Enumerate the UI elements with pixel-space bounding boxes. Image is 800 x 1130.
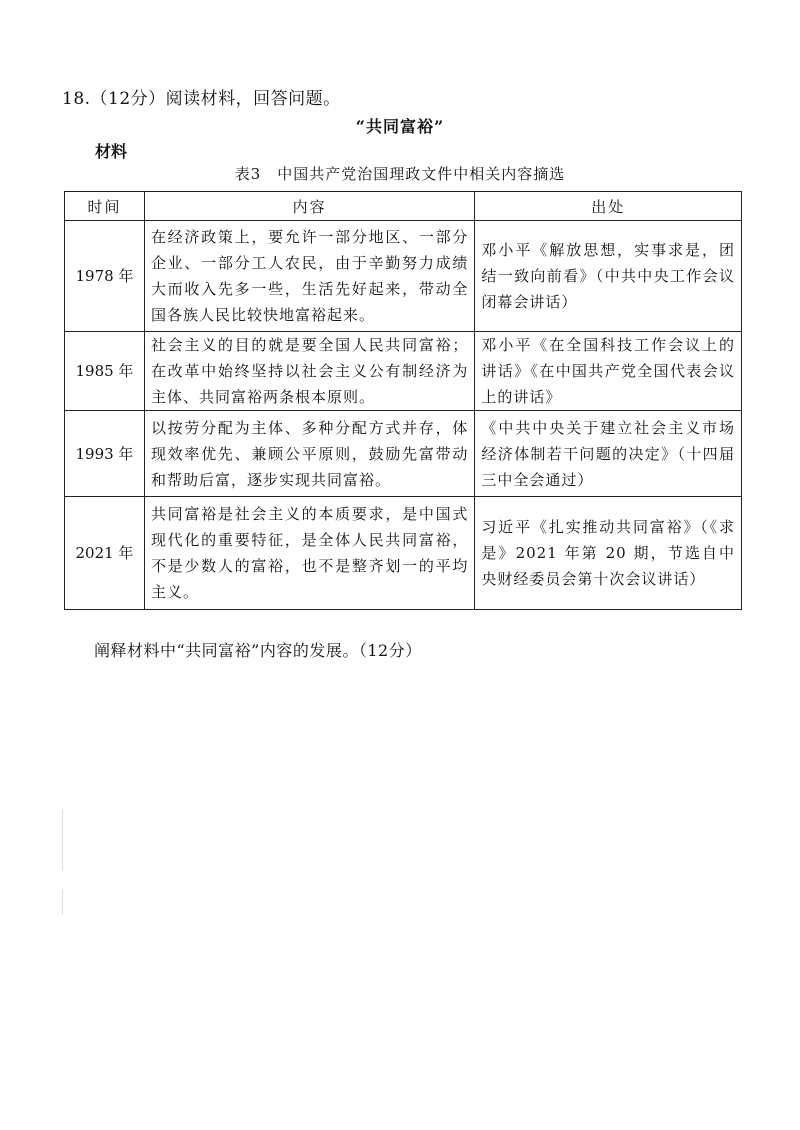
- row-source: 习近平《扎实推动共同富裕》（《求是》2021 年第 20 期，节选自中央财经委员会第十次会议讲话）: [475, 497, 742, 610]
- row-year: 1985 年: [65, 332, 145, 411]
- section-title: “共同富裕”: [355, 117, 445, 136]
- row-year: 1978 年: [65, 221, 145, 332]
- policy-table: [64, 191, 742, 610]
- table-row: [65, 411, 742, 497]
- row-content: 以按劳分配为主体、多种分配方式并存，体现效率优先、兼顾公平原则，鼓励先富带动和帮助后富，逐步实现共同富裕。: [144, 411, 474, 497]
- scan-edge-mark: [62, 810, 63, 870]
- table-row: [65, 221, 742, 332]
- table-row: [65, 497, 742, 610]
- table-caption: 表3 中国共产党治国理政文件中相关内容摘选: [234, 165, 566, 183]
- row-source: 邓小平《解放思想，实事求是，团结一致向前看》（中共中央工作会议闭幕会讲话）: [475, 221, 742, 332]
- row-source: 《中共中央关于建立社会主义市场经济体制若干问题的决定》（十四届三中全会通过）: [475, 411, 742, 497]
- table-row: [65, 332, 742, 411]
- row-content: 在经济政策上，要允许一部分地区、一部分企业、一部分工人农民，由于辛勤努力成绩大而收入先多一些，生活先好起来，带动全国各族人民比较快地富裕起来。: [144, 221, 474, 332]
- row-content: 共同富裕是社会主义的本质要求，是中国式现代化的重要特征，是全体人民共同富裕，不是少数人的富裕，也不是整齐划一的平均主义。: [144, 497, 474, 610]
- question-prompt: 阐释材料中“共同富裕”内容的发展。（12分）: [94, 641, 422, 660]
- row-source: 邓小平《在全国科技工作会议上的讲话》《在中国共产党全国代表会议上的讲话》: [475, 332, 742, 411]
- material-label: 材料: [95, 142, 128, 161]
- row-year: 1993 年: [65, 411, 145, 497]
- row-year: 2021 年: [65, 497, 145, 610]
- header-content: 内容: [144, 192, 474, 221]
- scan-edge-mark: [62, 890, 63, 915]
- row-content: 社会主义的目的就是要全国人民共同富裕；在改革中始终坚持以社会主义公有制经济为主体、共同富裕两条根本原则。: [144, 332, 474, 411]
- header-time: 时间: [65, 192, 145, 221]
- table-header-row: [65, 192, 742, 221]
- header-source: 出处: [475, 192, 742, 221]
- question-header: 18.（12分）阅读材料，回答问题。: [62, 89, 341, 109]
